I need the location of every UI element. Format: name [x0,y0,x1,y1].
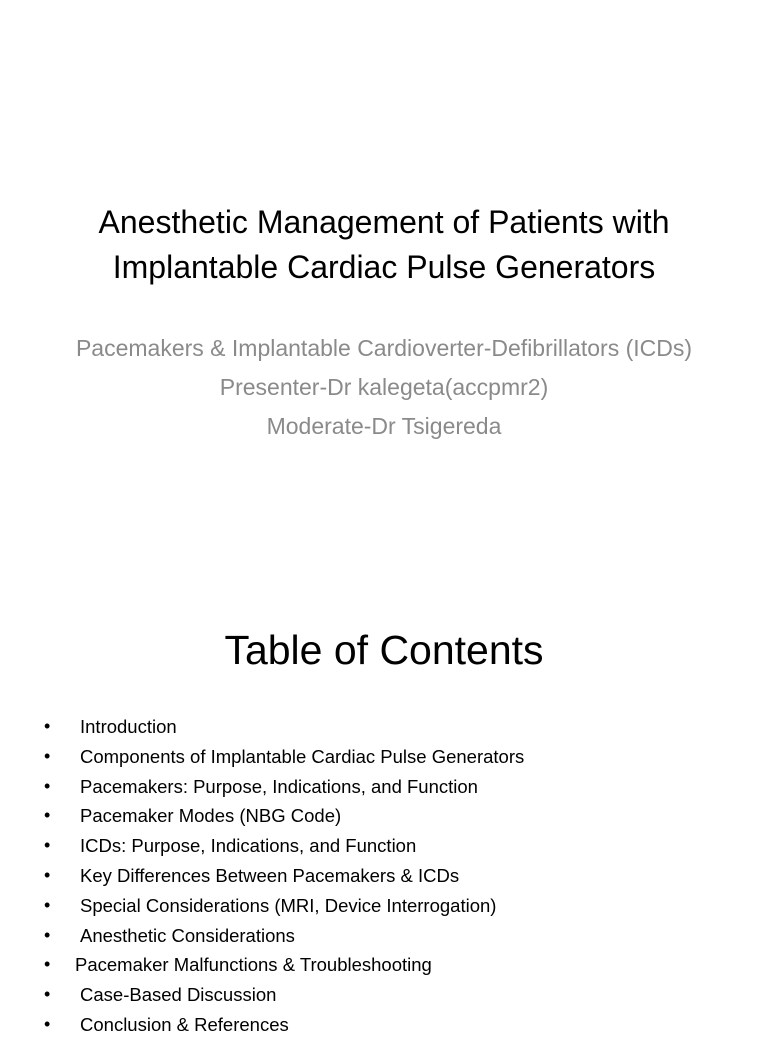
bullet-icon: • [44,894,51,915]
bullet-icon: • [44,1013,51,1034]
bullet-icon: • [44,954,51,975]
bullet-icon: • [44,864,51,885]
bullet-icon: • [44,716,51,736]
toc-item-text: Special Considerations (MRI, Device Interrogation) [80,894,497,916]
bullet-icon: • [44,805,51,826]
toc-title: Table of Contents [224,627,544,673]
toc-item-text: Introduction [80,716,177,737]
bullet-icon: • [44,835,51,856]
bullet-icon: • [44,745,51,766]
toc-item-text: Pacemaker Malfunctions & Troubleshooting [75,954,432,976]
subtitle-line-presenter: Presenter-Dr kalegeta(accpmr2) [219,374,549,400]
toc-item-text: ICDs: Purpose, Indications, and Function [80,835,417,857]
subtitle-line-moderator: Moderate-Dr Tsigereda [266,413,502,439]
slide-title: Anesthetic Management of Patients with Implantable Cardiac Pulse Generators [98,204,670,285]
slide-subtitle [60,332,708,442]
toc-item-text: Key Differences Between Pacemakers & ICDs [80,864,460,886]
toc-item-text: Anesthetic Considerations [80,924,295,946]
subtitle-line-topic: Pacemakers & Implantable Cardioverter-Defibrillators (ICDs) [75,335,693,361]
toc-item-text: Pacemaker Modes (NBG Code) [80,805,342,827]
bullet-icon: • [44,775,51,796]
bullet-icon: • [44,984,51,1005]
toc-item-text: Conclusion & References [80,1013,289,1035]
bullet-icon: • [44,924,51,945]
toc-item-text: Case-Based Discussion [80,984,277,1006]
toc-item-text: Pacemakers: Purpose, Indications, and Function [80,775,478,797]
toc-item-text: Components of Implantable Cardiac Pulse Generators [80,745,525,767]
toc-slide [0,560,768,1035]
